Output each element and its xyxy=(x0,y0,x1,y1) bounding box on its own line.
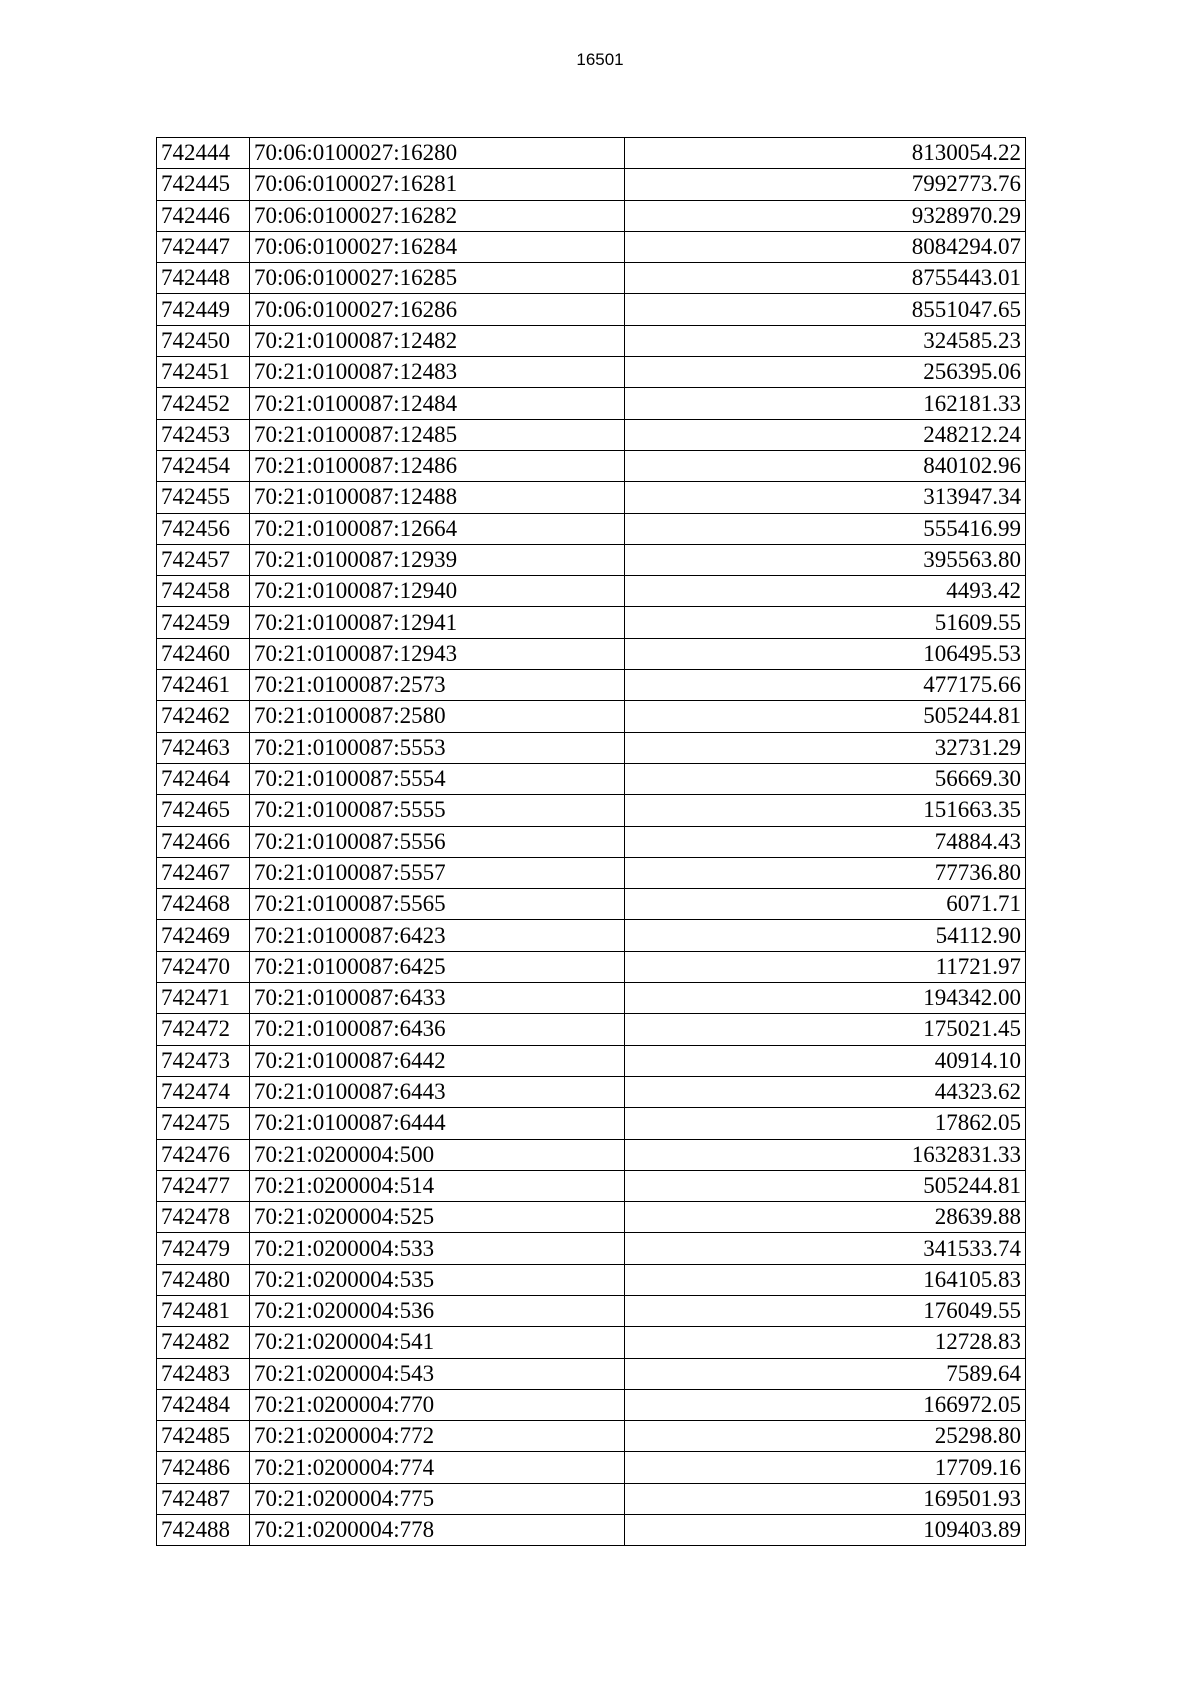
cadastral-number-cell: 70:21:0100087:5557 xyxy=(250,857,625,888)
table-row xyxy=(157,857,1026,888)
table-row xyxy=(157,1389,1026,1420)
cadastral-number-cell: 70:21:0200004:535 xyxy=(250,1264,625,1295)
value-cell: 8130054.22 xyxy=(625,138,1026,169)
row-number-cell: 742474 xyxy=(157,1076,250,1107)
value-cell: 505244.81 xyxy=(625,1170,1026,1201)
row-number-cell: 742462 xyxy=(157,701,250,732)
table-row xyxy=(157,513,1026,544)
cadastral-number-cell: 70:06:0100027:16280 xyxy=(250,138,625,169)
cadastral-number-cell: 70:21:0100087:12482 xyxy=(250,325,625,356)
row-number-cell: 742465 xyxy=(157,795,250,826)
table-row xyxy=(157,1014,1026,1045)
cadastral-number-cell: 70:21:0100087:6444 xyxy=(250,1108,625,1139)
value-cell: 40914.10 xyxy=(625,1045,1026,1076)
row-number-cell: 742448 xyxy=(157,263,250,294)
cadastral-number-cell: 70:21:0100087:5565 xyxy=(250,889,625,920)
value-cell: 28639.88 xyxy=(625,1202,1026,1233)
table-row xyxy=(157,263,1026,294)
cadastral-number-cell: 70:21:0200004:541 xyxy=(250,1327,625,1358)
row-number-cell: 742463 xyxy=(157,732,250,763)
cadastral-number-cell: 70:21:0200004:500 xyxy=(250,1139,625,1170)
cadastral-number-cell: 70:21:0100087:5556 xyxy=(250,826,625,857)
cadastral-number-cell: 70:21:0200004:770 xyxy=(250,1389,625,1420)
row-number-cell: 742455 xyxy=(157,482,250,513)
table-row xyxy=(157,200,1026,231)
cadastral-number-cell: 70:21:0100087:5554 xyxy=(250,763,625,794)
table-row xyxy=(157,826,1026,857)
value-cell: 395563.80 xyxy=(625,544,1026,575)
cadastral-number-cell: 70:21:0200004:772 xyxy=(250,1421,625,1452)
value-cell: 7992773.76 xyxy=(625,169,1026,200)
value-cell: 175021.45 xyxy=(625,1014,1026,1045)
cadastral-number-cell: 70:21:0200004:533 xyxy=(250,1233,625,1264)
value-cell: 32731.29 xyxy=(625,732,1026,763)
cadastral-number-cell: 70:21:0200004:778 xyxy=(250,1515,625,1546)
table-row xyxy=(157,983,1026,1014)
cadastral-number-cell: 70:21:0200004:536 xyxy=(250,1295,625,1326)
table-row xyxy=(157,1202,1026,1233)
value-cell: 74884.43 xyxy=(625,826,1026,857)
table-row xyxy=(157,1264,1026,1295)
table-row xyxy=(157,169,1026,200)
row-number-cell: 742479 xyxy=(157,1233,250,1264)
cadastral-number-cell: 70:21:0100087:12939 xyxy=(250,544,625,575)
cadastral-number-cell: 70:21:0100087:2580 xyxy=(250,701,625,732)
row-number-cell: 742450 xyxy=(157,325,250,356)
cadastral-number-cell: 70:21:0100087:5555 xyxy=(250,795,625,826)
cadastral-number-cell: 70:21:0100087:12483 xyxy=(250,357,625,388)
table-row xyxy=(157,450,1026,481)
value-cell: 25298.80 xyxy=(625,1421,1026,1452)
row-number-cell: 742472 xyxy=(157,1014,250,1045)
cadastral-number-cell: 70:21:0100087:6442 xyxy=(250,1045,625,1076)
value-cell: 7589.64 xyxy=(625,1358,1026,1389)
row-number-cell: 742473 xyxy=(157,1045,250,1076)
table-row xyxy=(157,231,1026,262)
table-row xyxy=(157,670,1026,701)
value-cell: 51609.55 xyxy=(625,607,1026,638)
value-cell: 324585.23 xyxy=(625,325,1026,356)
row-number-cell: 742458 xyxy=(157,576,250,607)
table-row xyxy=(157,1358,1026,1389)
table-row xyxy=(157,1170,1026,1201)
row-number-cell: 742482 xyxy=(157,1327,250,1358)
value-cell: 1632831.33 xyxy=(625,1139,1026,1170)
cadastral-number-cell: 70:21:0100087:12664 xyxy=(250,513,625,544)
cadastral-number-cell: 70:06:0100027:16284 xyxy=(250,231,625,262)
value-cell: 151663.35 xyxy=(625,795,1026,826)
table-row xyxy=(157,544,1026,575)
value-cell: 6071.71 xyxy=(625,889,1026,920)
cadastral-number-cell: 70:21:0200004:774 xyxy=(250,1452,625,1483)
table-row xyxy=(157,576,1026,607)
table-row xyxy=(157,1421,1026,1452)
value-cell: 17862.05 xyxy=(625,1108,1026,1139)
row-number-cell: 742475 xyxy=(157,1108,250,1139)
row-number-cell: 742478 xyxy=(157,1202,250,1233)
row-number-cell: 742481 xyxy=(157,1295,250,1326)
row-number-cell: 742461 xyxy=(157,670,250,701)
value-cell: 44323.62 xyxy=(625,1076,1026,1107)
value-cell: 77736.80 xyxy=(625,857,1026,888)
row-number-cell: 742466 xyxy=(157,826,250,857)
row-number-cell: 742451 xyxy=(157,357,250,388)
row-number-cell: 742459 xyxy=(157,607,250,638)
value-cell: 248212.24 xyxy=(625,419,1026,450)
row-number-cell: 742476 xyxy=(157,1139,250,1170)
registry-table xyxy=(156,137,1026,1546)
row-number-cell: 742486 xyxy=(157,1452,250,1483)
row-number-cell: 742460 xyxy=(157,638,250,669)
cadastral-number-cell: 70:21:0100087:12484 xyxy=(250,388,625,419)
value-cell: 256395.06 xyxy=(625,357,1026,388)
table-row xyxy=(157,1327,1026,1358)
value-cell: 194342.00 xyxy=(625,983,1026,1014)
row-number-cell: 742488 xyxy=(157,1515,250,1546)
cadastral-number-cell: 70:21:0200004:525 xyxy=(250,1202,625,1233)
value-cell: 4493.42 xyxy=(625,576,1026,607)
table-row xyxy=(157,388,1026,419)
value-cell: 106495.53 xyxy=(625,638,1026,669)
row-number-cell: 742471 xyxy=(157,983,250,1014)
value-cell: 162181.33 xyxy=(625,388,1026,419)
cadastral-number-cell: 70:21:0100087:12940 xyxy=(250,576,625,607)
row-number-cell: 742464 xyxy=(157,763,250,794)
row-number-cell: 742487 xyxy=(157,1483,250,1514)
table-row xyxy=(157,1045,1026,1076)
row-number-cell: 742469 xyxy=(157,920,250,951)
cadastral-number-cell: 70:21:0100087:6436 xyxy=(250,1014,625,1045)
cadastral-number-cell: 70:21:0100087:12943 xyxy=(250,638,625,669)
table-row xyxy=(157,294,1026,325)
row-number-cell: 742445 xyxy=(157,169,250,200)
value-cell: 56669.30 xyxy=(625,763,1026,794)
table-row xyxy=(157,482,1026,513)
row-number-cell: 742446 xyxy=(157,200,250,231)
table-row xyxy=(157,638,1026,669)
value-cell: 169501.93 xyxy=(625,1483,1026,1514)
row-number-cell: 742444 xyxy=(157,138,250,169)
row-number-cell: 742454 xyxy=(157,450,250,481)
row-number-cell: 742456 xyxy=(157,513,250,544)
table-row xyxy=(157,1108,1026,1139)
table-row xyxy=(157,951,1026,982)
value-cell: 555416.99 xyxy=(625,513,1026,544)
value-cell: 840102.96 xyxy=(625,450,1026,481)
cadastral-number-cell: 70:21:0100087:12488 xyxy=(250,482,625,513)
value-cell: 11721.97 xyxy=(625,951,1026,982)
table-row xyxy=(157,138,1026,169)
value-cell: 477175.66 xyxy=(625,670,1026,701)
value-cell: 12728.83 xyxy=(625,1327,1026,1358)
value-cell: 164105.83 xyxy=(625,1264,1026,1295)
cadastral-number-cell: 70:21:0200004:543 xyxy=(250,1358,625,1389)
cadastral-number-cell: 70:06:0100027:16281 xyxy=(250,169,625,200)
cadastral-number-cell: 70:21:0100087:5553 xyxy=(250,732,625,763)
table-row xyxy=(157,763,1026,794)
cadastral-number-cell: 70:21:0100087:12485 xyxy=(250,419,625,450)
table-row xyxy=(157,1139,1026,1170)
cadastral-number-cell: 70:06:0100027:16285 xyxy=(250,263,625,294)
value-cell: 341533.74 xyxy=(625,1233,1026,1264)
table-row xyxy=(157,1233,1026,1264)
table-row xyxy=(157,1483,1026,1514)
value-cell: 176049.55 xyxy=(625,1295,1026,1326)
cadastral-number-cell: 70:21:0100087:6425 xyxy=(250,951,625,982)
value-cell: 17709.16 xyxy=(625,1452,1026,1483)
row-number-cell: 742480 xyxy=(157,1264,250,1295)
value-cell: 8084294.07 xyxy=(625,231,1026,262)
table-row xyxy=(157,1515,1026,1546)
value-cell: 109403.89 xyxy=(625,1515,1026,1546)
value-cell: 9328970.29 xyxy=(625,200,1026,231)
table-row xyxy=(157,889,1026,920)
value-cell: 166972.05 xyxy=(625,1389,1026,1420)
value-cell: 505244.81 xyxy=(625,701,1026,732)
value-cell: 313947.34 xyxy=(625,482,1026,513)
row-number-cell: 742485 xyxy=(157,1421,250,1452)
table-row xyxy=(157,607,1026,638)
page-number: 16501 xyxy=(576,50,624,69)
row-number-cell: 742468 xyxy=(157,889,250,920)
value-cell: 8551047.65 xyxy=(625,294,1026,325)
row-number-cell: 742470 xyxy=(157,951,250,982)
table-row xyxy=(157,1076,1026,1107)
row-number-cell: 742452 xyxy=(157,388,250,419)
registry-table-body xyxy=(157,138,1026,1546)
cadastral-number-cell: 70:21:0200004:514 xyxy=(250,1170,625,1201)
table-row xyxy=(157,1452,1026,1483)
table-row xyxy=(157,701,1026,732)
table-row xyxy=(157,1295,1026,1326)
value-cell: 54112.90 xyxy=(625,920,1026,951)
table-row xyxy=(157,357,1026,388)
row-number-cell: 742477 xyxy=(157,1170,250,1201)
row-number-cell: 742453 xyxy=(157,419,250,450)
cadastral-number-cell: 70:21:0100087:2573 xyxy=(250,670,625,701)
row-number-cell: 742467 xyxy=(157,857,250,888)
table-row xyxy=(157,920,1026,951)
row-number-cell: 742457 xyxy=(157,544,250,575)
cadastral-number-cell: 70:21:0100087:6423 xyxy=(250,920,625,951)
cadastral-number-cell: 70:21:0100087:6433 xyxy=(250,983,625,1014)
cadastral-number-cell: 70:21:0200004:775 xyxy=(250,1483,625,1514)
row-number-cell: 742484 xyxy=(157,1389,250,1420)
cadastral-number-cell: 70:06:0100027:16282 xyxy=(250,200,625,231)
cadastral-number-cell: 70:21:0100087:12941 xyxy=(250,607,625,638)
value-cell: 8755443.01 xyxy=(625,263,1026,294)
row-number-cell: 742449 xyxy=(157,294,250,325)
table-row xyxy=(157,325,1026,356)
row-number-cell: 742447 xyxy=(157,231,250,262)
table-row xyxy=(157,732,1026,763)
row-number-cell: 742483 xyxy=(157,1358,250,1389)
cadastral-number-cell: 70:21:0100087:12486 xyxy=(250,450,625,481)
table-row xyxy=(157,795,1026,826)
cadastral-number-cell: 70:21:0100087:6443 xyxy=(250,1076,625,1107)
cadastral-number-cell: 70:06:0100027:16286 xyxy=(250,294,625,325)
table-row xyxy=(157,419,1026,450)
